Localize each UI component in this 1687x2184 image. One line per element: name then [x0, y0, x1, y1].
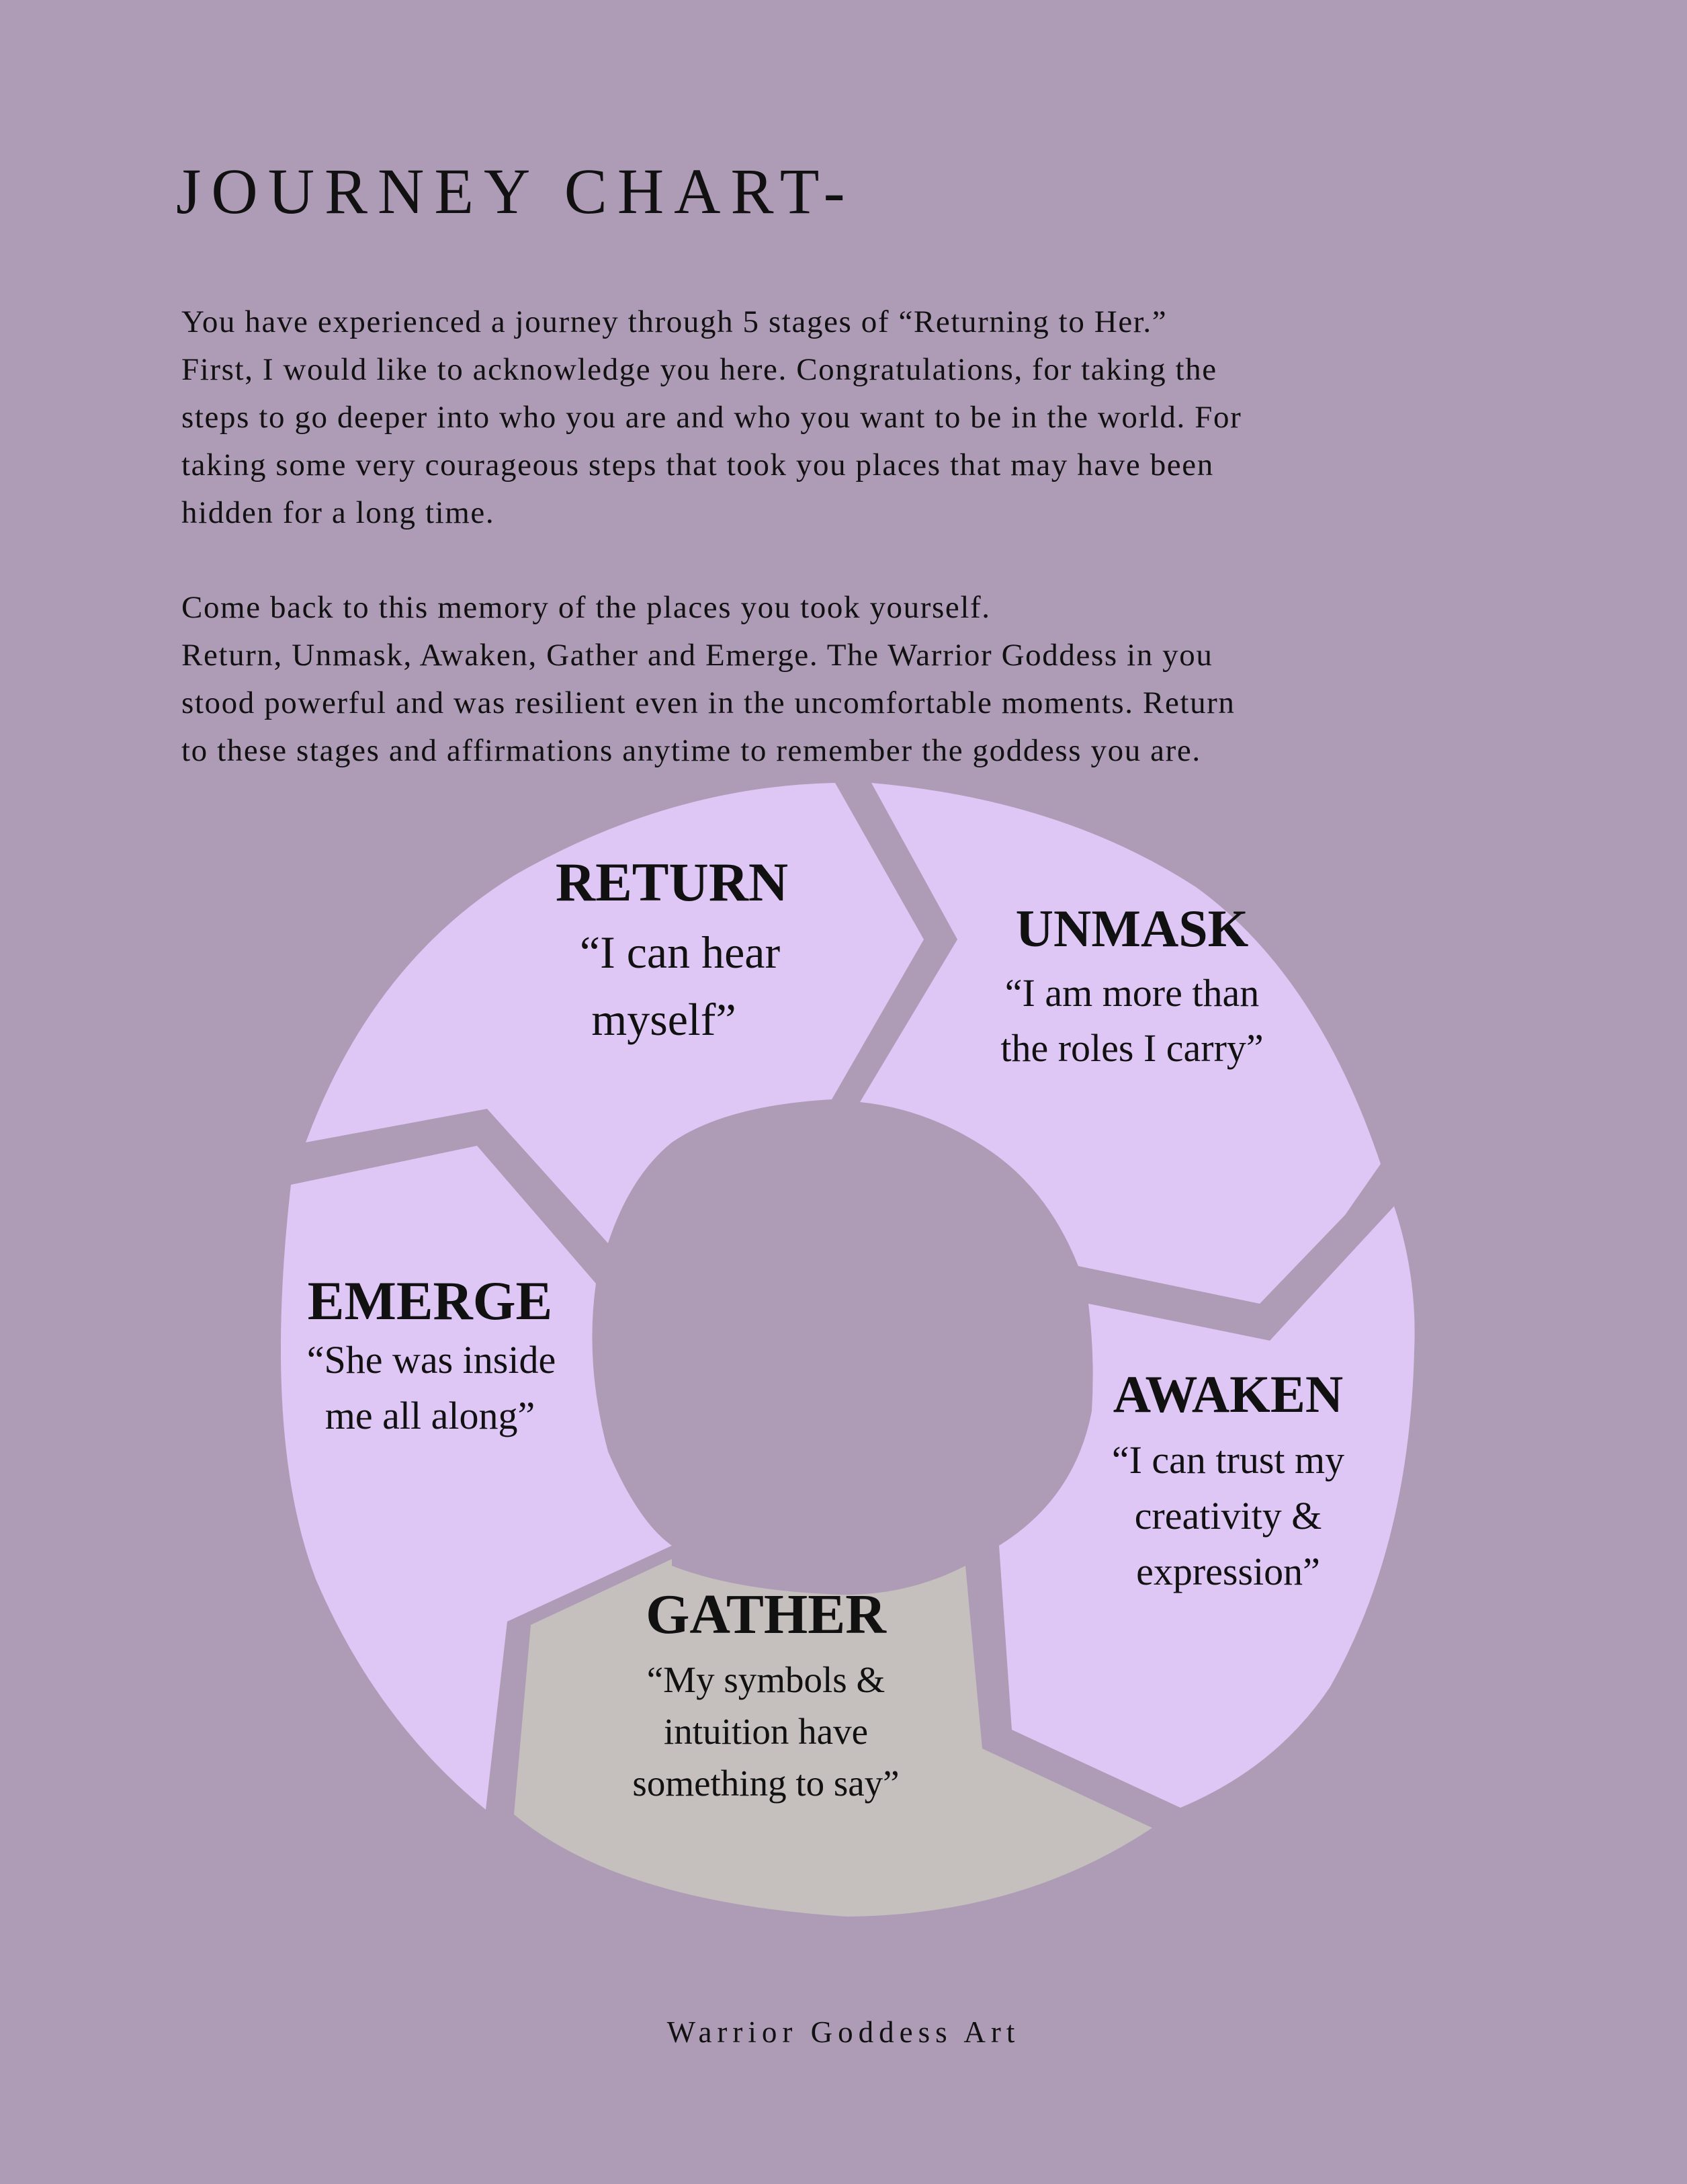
- stage-unmask-name: UNMASK: [1015, 899, 1249, 958]
- stage-awaken-quote-line: creativity &: [1134, 1494, 1322, 1538]
- stage-emerge-quote-line: me all along”: [325, 1394, 535, 1437]
- stage-awaken-name: AWAKEN: [1113, 1365, 1344, 1423]
- stage-awaken-quote-line: “I can trust my: [1111, 1438, 1345, 1482]
- page-title: JOURNEY CHART-: [176, 155, 855, 227]
- intro-line: Return, Unmask, Awaken, Gather and Emerge. The Warrior Goddess in you: [181, 638, 1213, 673]
- intro-line: You have experienced a journey through 5 stages of “Returning to Her.”: [181, 304, 1168, 339]
- stage-emerge-quote-line: “She was inside: [306, 1338, 556, 1382]
- intro-line: First, I would like to acknowledge you here. Congratulations, for taking the: [181, 352, 1217, 387]
- stage-awaken-quote-line: expression”: [1136, 1550, 1320, 1593]
- stage-unmask-label: [1000, 899, 1263, 1070]
- stage-return-quote-line: myself”: [591, 994, 736, 1045]
- stage-emerge-label: [307, 1270, 556, 1437]
- intro-line: taking some very courageous steps that took you places that may have been: [181, 448, 1214, 482]
- intro-line: Come back to this memory of the places you took yourself.: [181, 590, 991, 625]
- intro-line: to these stages and affirmations anytime to remember the goddess you are.: [181, 733, 1201, 768]
- stage-emerge-name: EMERGE: [307, 1270, 553, 1331]
- intro-line: hidden for a long time.: [181, 495, 495, 530]
- stage-awaken-label: [1112, 1365, 1344, 1593]
- intro-line: stood powerful and was resilient even in the uncomfortable moments. Return: [181, 685, 1236, 720]
- stage-return-quote-line: “I can hear: [579, 927, 781, 978]
- stage-gather-quote-line: something to say”: [632, 1763, 900, 1804]
- stage-unmask-quote-line: the roles I carry”: [1000, 1026, 1264, 1070]
- stage-gather-quote-line: intuition have: [664, 1711, 868, 1752]
- footer-brand: Warrior Goddess Art: [666, 2015, 1021, 2049]
- stage-gather-label: [632, 1583, 899, 1804]
- stage-gather-quote-line: “My symbols &: [646, 1659, 885, 1700]
- stage-gather-name: GATHER: [646, 1583, 886, 1646]
- stage-unmask-quote-line: “I am more than: [1004, 971, 1260, 1015]
- stage-return-name: RETURN: [555, 851, 789, 913]
- intro-line: steps to go deeper into who you are and who you want to be in the world. For: [181, 400, 1242, 435]
